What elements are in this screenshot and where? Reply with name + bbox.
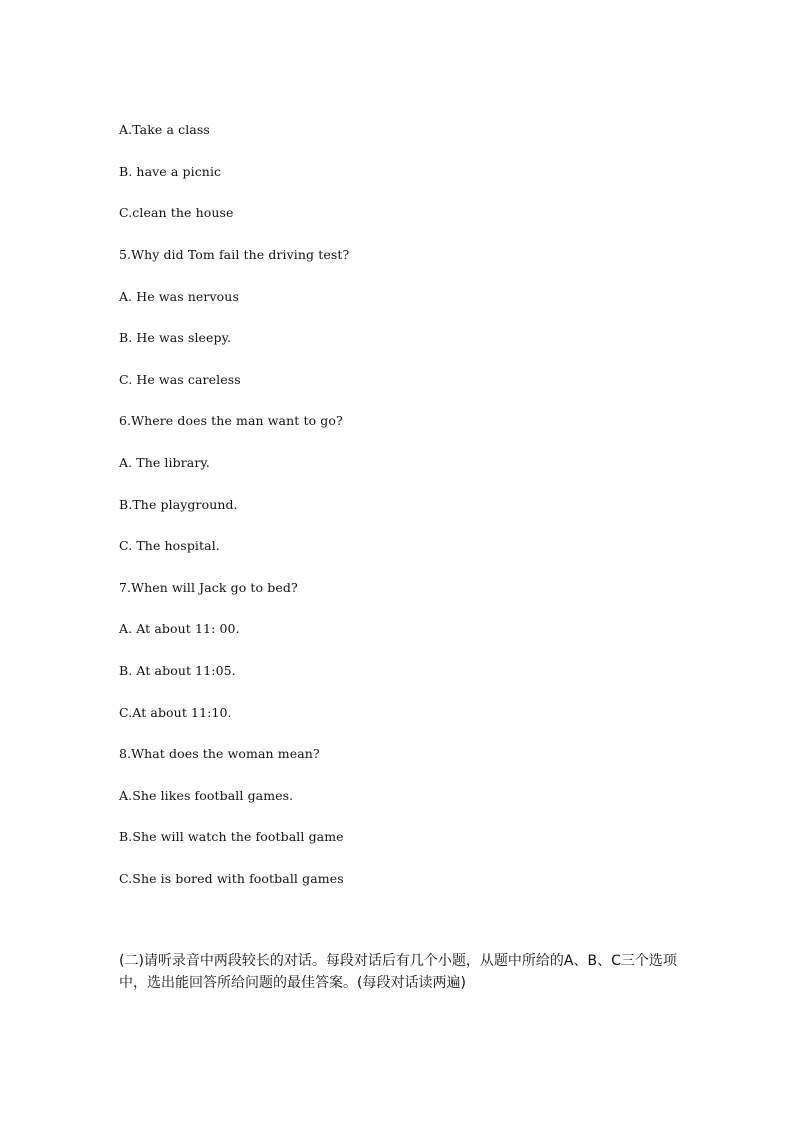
question-8: 8.What does the woman mean? <box>119 746 320 761</box>
section-instruction: (二)请听录音中两段较长的对话。每段对话后有几个小题，从题中所给的A、B、C三个选项中，选出能回答所给问题的最佳答案。(每段对话读两遍) <box>119 953 677 991</box>
question-7: 7.When will Jack go to bed? <box>119 580 298 595</box>
option-7b: B. At about 11:05. <box>119 663 236 678</box>
option-8b: B.She will watch the football game <box>119 829 344 844</box>
option-5c: C. He was careless <box>119 372 241 387</box>
option-6b: B.The playground. <box>119 497 238 512</box>
option-7a: A. At about 11: 00. <box>119 621 240 636</box>
option-7c: C.At about 11:10. <box>119 705 232 720</box>
option-5a: A. He was nervous <box>119 289 239 304</box>
option-4b: B. have a picnic <box>119 164 222 179</box>
option-8a: A.She likes football games. <box>119 788 294 803</box>
option-4a: A.Take a class <box>119 122 210 137</box>
option-5b: B. He was sleepy. <box>119 330 232 345</box>
option-4c: C.clean the house <box>119 205 234 220</box>
option-6a: A. The library. <box>119 455 211 470</box>
option-8c: C.She is bored with football games <box>119 871 344 886</box>
option-6c: C. The hospital. <box>119 538 220 553</box>
question-5: 5.Why did Tom fail the driving test? <box>119 247 350 262</box>
question-6: 6.Where does the man want to go? <box>119 413 343 428</box>
